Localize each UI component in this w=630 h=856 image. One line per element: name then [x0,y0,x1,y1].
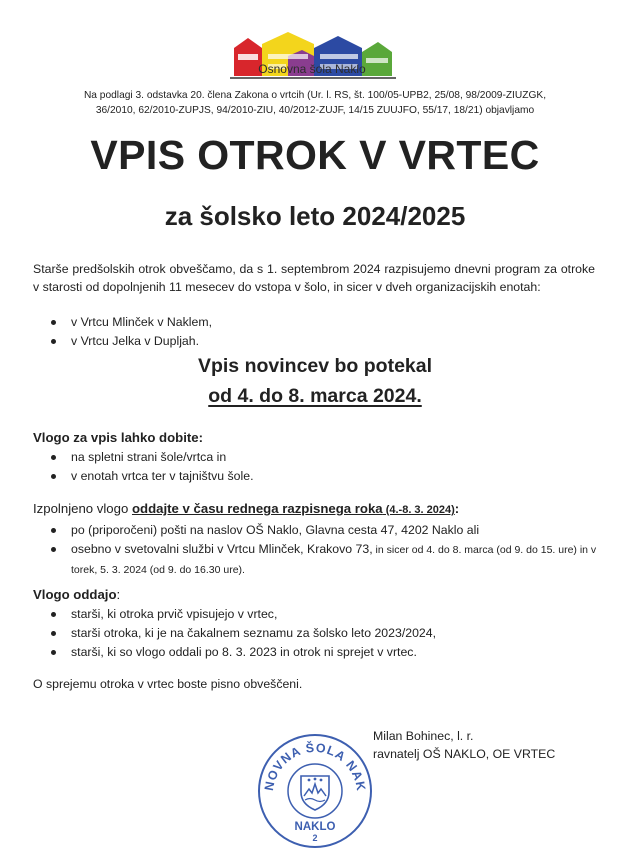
legal-line-2: 36/2010, 62/2010-ZUPJS, 94/2010-ZIU, 40/2012-ZUJF, 14/15 ZUUJFO, 55/17, 18/21) objavljamo [95,104,535,116]
enrollment-line-1: Vpis novincev bo potekal [197,355,433,377]
who-heading-text: Vlogo oddajo [33,587,117,602]
page-subtitle: za šolsko leto 2024/2025 [164,201,466,231]
stamp-number: 2 [312,833,318,843]
closing-note: O sprejemu otroka v vrtec boste pisno obveščeni. [33,677,303,691]
legal-basis [46,89,584,118]
list-item: na spletni strani šole/vrtca in [33,448,593,467]
who-heading [33,587,120,602]
list-item: starši, ki so vlogo oddali po 8. 3. 2023 in otrok ni sprejet v vrtec. [33,643,593,662]
submit-heading-colon: : [454,501,460,516]
who-heading-colon: : [116,587,121,602]
enrollment-period [0,351,630,411]
submit-heading-dates: (4.-8. 3. 2024) [382,504,455,516]
units-list [33,313,593,351]
list-item: v Vrtcu Mlinček v Naklem, [33,313,593,332]
signature-block [373,727,555,763]
signatory-name: Milan Bohinec, l. r. [373,729,474,743]
obtain-list [33,448,593,486]
coat-of-arms-icon [301,776,329,810]
page-title: VPIS OTROK V VRTEC [90,132,540,178]
submit-heading-b: oddajte v času rednega razpisnega roka [131,501,383,516]
submit-item-2a: osebno v svetovalni službi v Vrtcu Mlinček, Krakovo 73, [71,542,373,556]
signatory-role: ravnatelj OŠ NAKLO, OE VRTEC [373,747,556,761]
school-stamp [256,732,374,850]
enrollment-dates: od 4. do 8. marca 2024. [208,385,422,407]
stamp-bottom-text: NAKLO [294,821,336,833]
legal-line-1: Na podlagi 3. odstavka 20. člena Zakona o vrtcih (Ur. l. RS, št. 100/05-UPB2, 25/08, 98/2009-ZIUZGK, [83,90,547,101]
submit-heading-a: Izpolnjeno vlogo [33,501,132,516]
submit-list [33,521,598,580]
who-list [33,605,593,662]
list-item [33,540,598,580]
list-item: v enotah vrtca ter v tajništvu šole. [33,467,593,486]
svg-text:OSNOVNA ŠOLA NAKLO [256,732,368,792]
stamp-ring-text: NOVNA ŠOLA NAK [261,740,369,793]
submit-item-2b: in sicer od 4. do 8. marca (od 9. do 15. ure) in v torek, 5. 3. 2024 (od 9. do 16.30 ure). [71,544,597,576]
list-item: v Vrtcu Jelka v Dupljah. [33,332,593,351]
submit-heading [33,501,459,516]
list-item: po (priporočeni) pošti na naslov OŠ Naklo, Glavna cesta 47, 4202 Naklo ali [33,521,598,540]
logo-caption: Osnovna šola Naklo [258,62,366,76]
intro-paragraph: Starše predšolskih otrok obveščamo, da s 1. septembrom 2024 razpisujemo dnevni program za otroke v starosti od dopolnjenih 11 mesecev do vstopa v šolo, in sicer v dveh organizacijskih enotah: [33,262,595,294]
list-item: starši otroka, ki je na čakalnem seznamu za šolsko leto 2023/2024, [33,624,593,643]
list-item: starši, ki otroka prvič vpisujejo v vrtec, [33,605,593,624]
obtain-heading: Vlogo za vpis lahko dobite: [33,430,203,445]
